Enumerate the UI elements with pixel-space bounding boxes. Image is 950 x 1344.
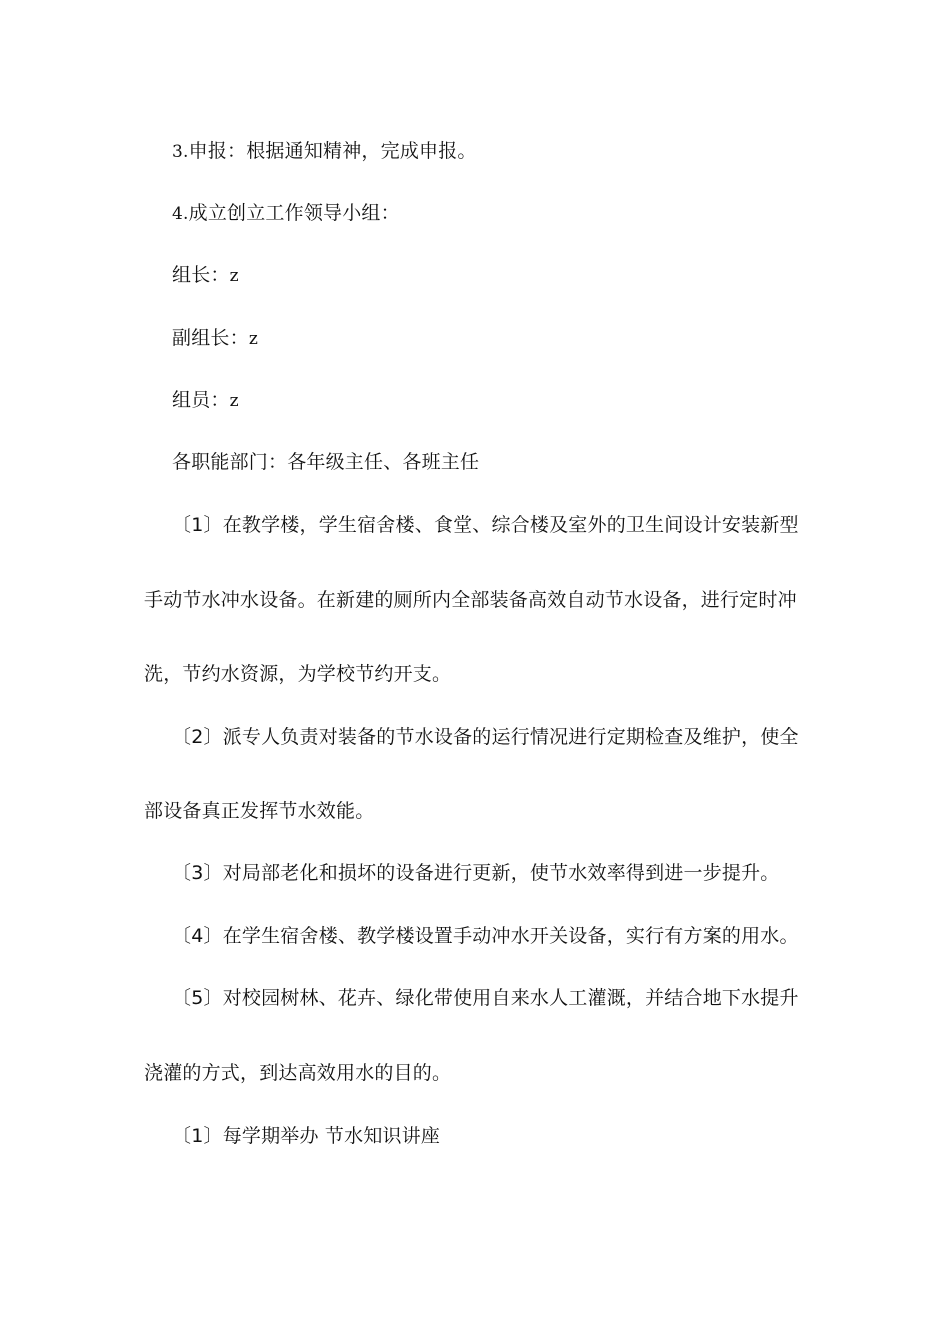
paragraph-1-line-1: 〔1〕在教学楼，学生宿舍楼、食堂、综合楼及室外的卫生间设计安装新型 [172,514,799,536]
item-number: 4. [172,204,189,224]
leader-value: z [229,266,239,286]
item-text: 成立创立工作领导小组： [188,202,400,224]
item-4-line [172,200,400,227]
paragraph-1-line-2: 手动节水冲水设备。在新建的厕所内全部装备高效自动节水设备，进行定时冲 [144,589,797,611]
paragraph-5-line-1: 〔5〕对校园树林、花卉、绿化带使用自来水人工灌溉，并结合地下水提升 [172,987,799,1009]
paragraph-4: 〔4〕在学生宿舍楼、教学楼设置手动冲水开关设备，实行有方案的用水。 [172,925,799,947]
item-3-line [172,138,477,165]
leader-label: 组长： [172,264,230,286]
departments-line: 各职能部门：各年级主任、各班主任 [172,451,480,473]
paragraph-1-line-3: 洗，节约水资源，为学校节约开支。 [144,663,452,685]
item-number: 3. [172,142,189,162]
leader-line [172,262,239,289]
item-text: 申报：根据通知精神，完成申报。 [188,140,477,162]
member-label: 组员： [172,389,230,411]
deputy-leader-label: 副组长： [172,327,249,349]
paragraph-2-line-1: 〔2〕派专人负责对装备的节水设备的运行情况进行定期检查及维护，使全 [172,726,799,748]
paragraph-5-line-2: 浇灌的方式，到达高效用水的目的。 [144,1062,452,1084]
deputy-leader-value: z [248,329,258,349]
deputy-leader-line [172,325,258,352]
member-line [172,387,239,414]
paragraph-3: 〔3〕对局部老化和损坏的设备进行更新，使节水效率得到进一步提升。 [172,862,780,884]
member-value: z [229,391,239,411]
paragraph-2-line-2: 部设备真正发挥节水效能。 [144,800,375,822]
lecture-item: 〔1〕每学期举办 节水知识讲座 [172,1125,441,1147]
